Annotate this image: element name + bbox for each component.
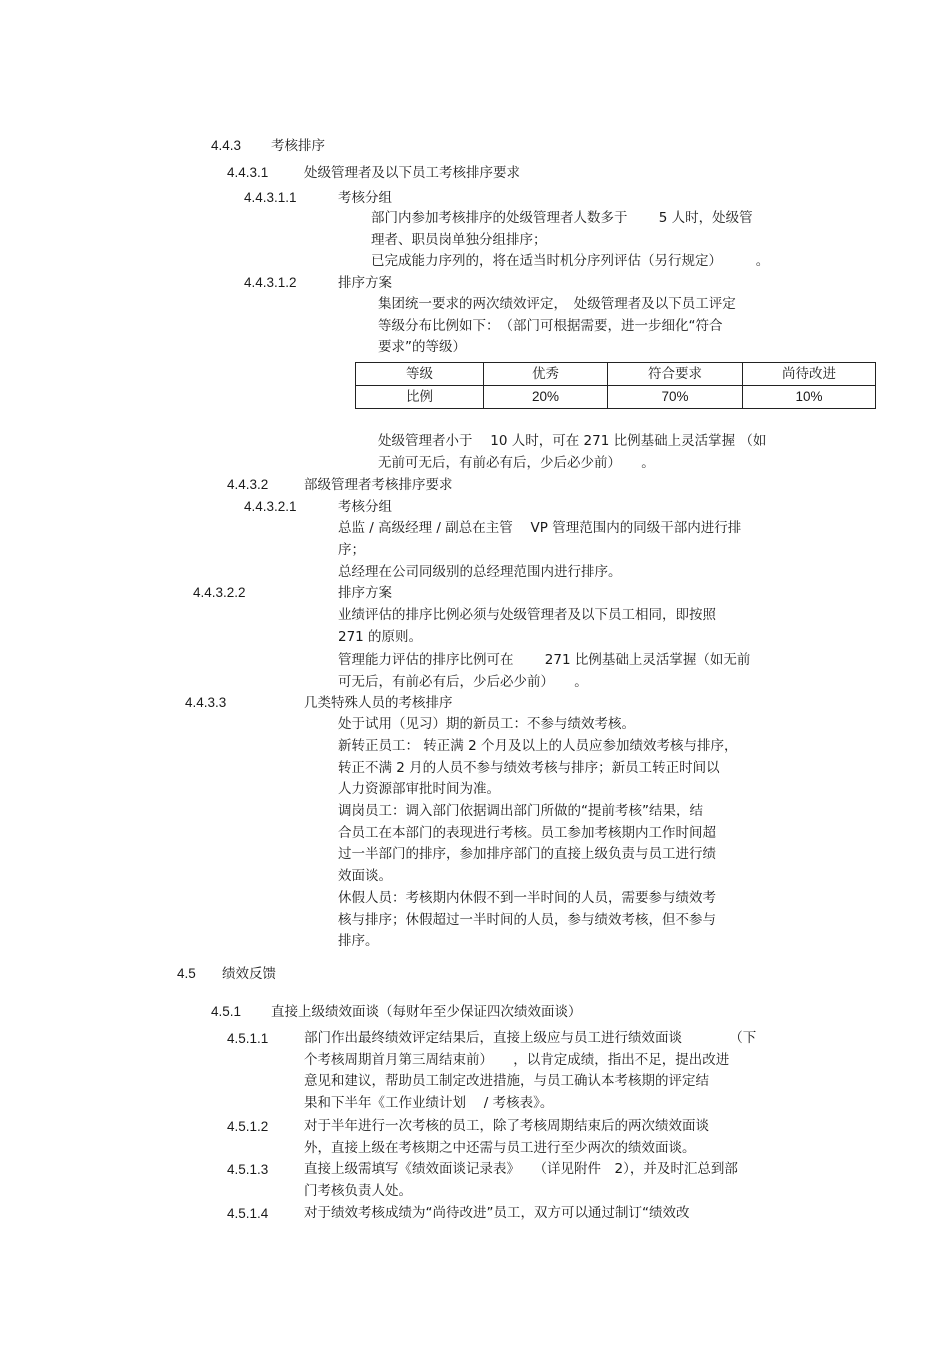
heading-title: 部级管理者考核排序要求	[304, 477, 453, 493]
paragraph: 部门内参加考核排序的处级管理者人数多于 5 人时，处级管 理者、职员岗单独分组排序；	[371, 210, 753, 248]
heading-number: 4.4.3.1.2	[244, 275, 297, 290]
table-cell: 20%	[484, 386, 608, 409]
table-cell: 70%	[608, 386, 743, 409]
paragraph: 已完成能力序列的，将在适当时机分序列评估（另行规定） 。	[371, 253, 770, 269]
heading-title: 绩效反馈	[222, 966, 276, 982]
table-cell: 符合要求	[608, 363, 743, 386]
paragraph: 集团统一要求的两次绩效评定， 处级管理者及以下员工评定 等级分布比例如下： （部门可根据需要，进一步细化“符合 要求”的等级）	[378, 296, 736, 355]
heading-number: 4.4.3.2	[227, 477, 269, 492]
paragraph: 对于绩效考核成绩为“尚待改进”员工，双方可以通过制订“绩效改	[304, 1205, 690, 1221]
heading-number: 4.5	[177, 966, 196, 981]
grade-distribution-table	[355, 362, 876, 409]
heading-title: 几类特殊人员的考核排序	[304, 695, 453, 711]
heading-title: 排序方案	[338, 275, 392, 291]
paragraph: 管理能力评估的排序比例可在 271 比例基础上灵活掌握（如无前 可无后，有前必有后，少后必少前） 。	[338, 652, 751, 690]
table-cell: 尚待改进	[743, 363, 876, 386]
heading-number: 4.4.3.1	[227, 165, 269, 180]
heading-number: 4.4.3.3	[185, 695, 227, 710]
paragraph: 对于半年进行一次考核的员工，除了考核周期结束后的两次绩效面谈 外，直接上级在考核期之中还需与员工进行至少两次的绩效面谈。	[304, 1118, 709, 1156]
heading-number: 4.5.1.4	[227, 1206, 269, 1221]
paragraph: 处于试用（见习）期的新员工：不参与绩效考核。	[338, 716, 635, 732]
heading-title: 考核排序	[271, 138, 325, 154]
heading-number: 4.5.1	[211, 1004, 242, 1019]
heading-number: 4.4.3.1.1	[244, 190, 297, 205]
heading-number: 4.4.3.2.2	[193, 585, 246, 600]
paragraph: 处级管理者小于 10 人时，可在 271 比例基础上灵活掌握 （如 无前可无后，有前必有后，少后必少前） 。	[378, 433, 767, 471]
heading-title: 考核分组	[338, 190, 392, 206]
paragraph: 直接上级需填写《绩效面谈记录表》 （详见附件 2），并及时汇总到部 门考核负责人处。	[304, 1161, 738, 1199]
heading-number: 4.4.3	[211, 138, 242, 153]
heading-number: 4.5.1.2	[227, 1119, 269, 1134]
table-cell: 优秀	[484, 363, 608, 386]
table-header-row	[356, 363, 876, 386]
paragraph: 业绩评估的排序比例必须与处级管理者及以下员工相同，即按照 271 的原则。	[338, 607, 716, 645]
table-cell: 等级	[356, 363, 484, 386]
heading-number: 4.4.3.2.1	[244, 499, 297, 514]
paragraph: 总监 / 高级经理 / 副总在主管 VP 管理范围内的同级干部内进行排 序；	[338, 520, 742, 558]
heading-number: 4.5.1.1	[227, 1031, 269, 1046]
paragraph: 部门作出最终绩效评定结果后，直接上级应与员工进行绩效面谈 （下 个考核周期首月第三周结束前） ，以肯定成绩，指出不足，提出改进 意见和建议，帮助员工制定改进措施，与员工确认本考核期的评定结 果和下半年《工作业绩计划 / 考核表》。	[304, 1030, 757, 1111]
paragraph: 新转正员工： 转正满 2 个月及以上的人员应参加绩效考核与排序， 转正不满 2 月的人员不参与绩效考核与排序；新员工转正时间以 人力资源部审批时间为准。	[338, 738, 738, 797]
heading-title: 直接上级绩效面谈（每财年至少保证四次绩效面谈）	[271, 1004, 582, 1020]
heading-title: 排序方案	[338, 585, 392, 601]
paragraph: 调岗员工：调入部门依据调出部门所做的“提前考核”结果，结 合员工在本部门的表现进行考核。员工参加考核期内工作时间超 过一半部门的排序，参加排序部门的直接上级负责与员工进行绩 效面谈。	[338, 803, 716, 884]
table-cell: 比例	[356, 386, 484, 409]
heading-title: 处级管理者及以下员工考核排序要求	[304, 165, 520, 181]
table-row	[356, 386, 876, 409]
table-cell: 10%	[743, 386, 876, 409]
paragraph: 总经理在公司同级别的总经理范围内进行排序。	[338, 564, 622, 580]
paragraph: 休假人员：考核期内休假不到一半时间的人员，需要参与绩效考 核与排序；休假超过一半时间的人员，参与绩效考核，但不参与 排序。	[338, 890, 716, 949]
heading-number: 4.5.1.3	[227, 1162, 269, 1177]
heading-title: 考核分组	[338, 499, 392, 515]
